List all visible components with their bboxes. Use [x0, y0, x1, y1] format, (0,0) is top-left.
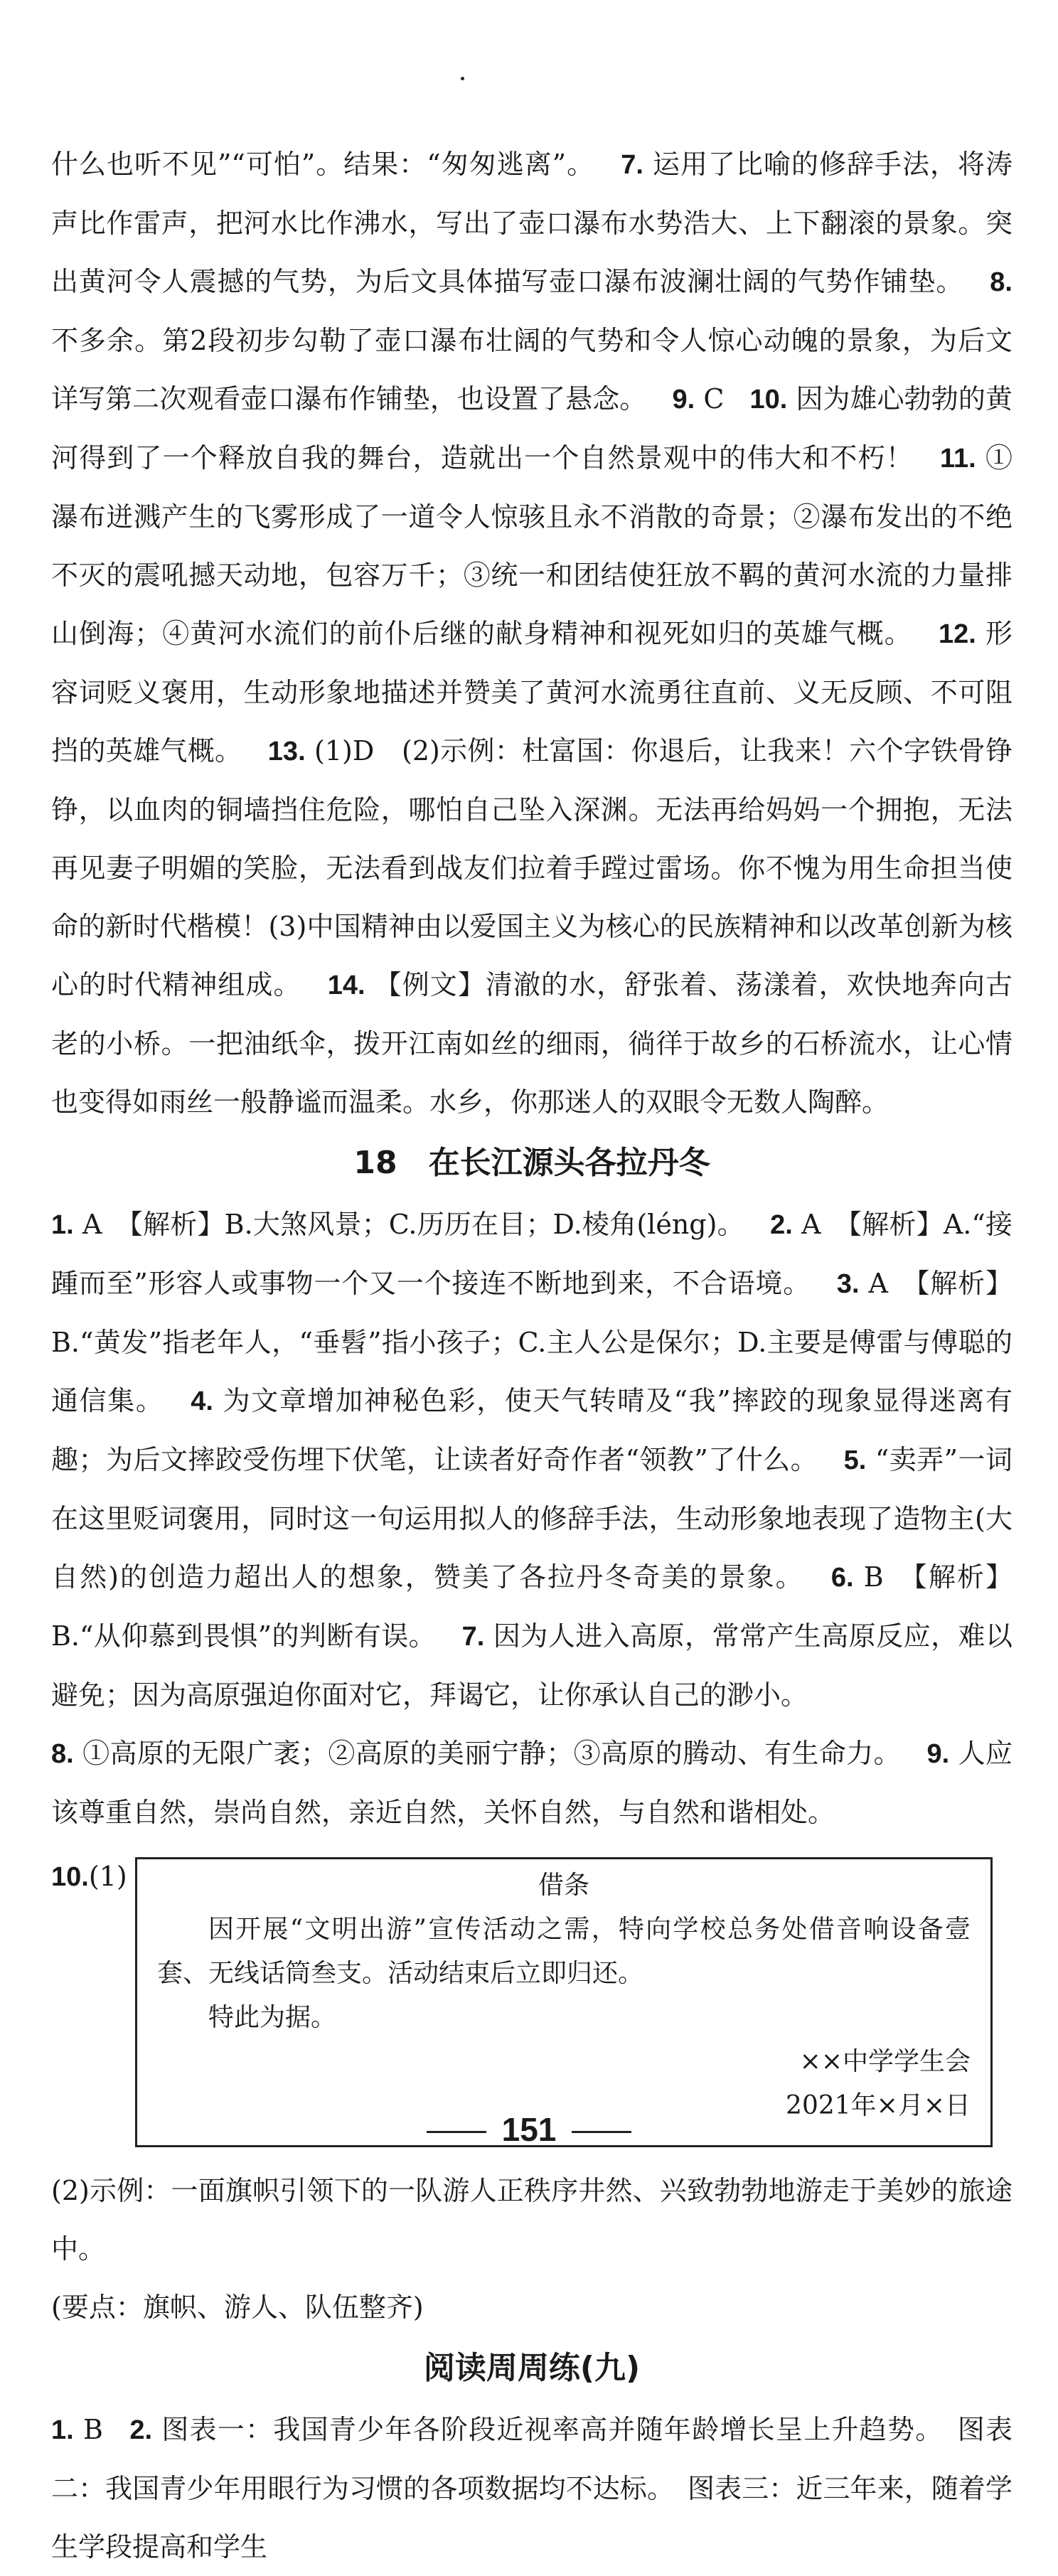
section-title-weekly: 阅读周周练(九) [423, 2350, 641, 2386]
answer-text: 因为雄心勃勃的黄河得到了一个释放自我的舞台，造就出一个自然景观中的伟大和不朽！ [51, 383, 1012, 474]
question-number: 8. [990, 267, 1012, 297]
page-number: 151 [0, 2108, 1058, 2151]
note-signer: ××中学学生会 [799, 2047, 971, 2076]
question-number: 8. [51, 1739, 74, 1769]
question-number: 7. [461, 1622, 485, 1652]
answer-text: ①高原的无限广袤；②高原的美丽宁静；③高原的腾动、有生命力。 [82, 1738, 901, 1769]
question-number: 1. [51, 1210, 74, 1240]
answer-text: B 【解析】B.“从仰慕到畏惧”的判断有误。 [51, 1561, 1012, 1652]
question-number: 9. [672, 385, 695, 415]
answer-text: C [703, 383, 725, 415]
question-number: 11. [940, 444, 976, 474]
question-number: 6. [830, 1563, 854, 1593]
answer-text: “卖弄”一词在这里贬词褒用，同时这一句运用拟人的修辞手法，生动形象地表现了造物主(大自然)的创造力超出人的想象，赞美了各拉丹冬奇美的景象。 [51, 1444, 1012, 1593]
section-title-18: 18 在长江源头各拉丹冬 [353, 1145, 710, 1181]
answer-block-section-18-b [51, 1724, 1012, 1842]
answer-text: 【例文】清澈的水，舒张着、荡漾着，欢快地奔向古老的小桥。一把油纸伞，拨开江南如丝的细雨，徜徉于故乡的石桥流水，让心情也变得如雨丝一般静谧而温柔。水乡，你那迷人的双眼令无数人陶醉。 [51, 969, 1012, 1118]
question-number: 13. [267, 737, 306, 766]
question-number: 7. [621, 150, 643, 180]
answer-text: 为文章增加神秘色彩，使天气转晴及“我”摔跤的现象显得迷离有趣；为后文摔跤受伤埋下伏笔，让读者好奇作者“领教”了什么。 [51, 1385, 1012, 1475]
question-number: 1. [51, 2415, 74, 2445]
answer-text: 不多余。第2段初步勾勒了壶口瀑布壮阔的气势和令人惊心动魄的景象，为后文详写第二次观看壶口瀑布作铺垫，也设置了悬念。 [51, 325, 1012, 415]
answer-text: A 【解析】A.“接踵而至”形容人或事物一个又一个接连不断地到来，不合语境。 [51, 1209, 1012, 1299]
question-number: 14. [327, 971, 365, 1000]
question-number: 2. [129, 2415, 153, 2445]
answer-text: ①瀑布迸溅产生的飞雾形成了一道令人惊骇且永不消散的奇景；②瀑布发出的不绝不灭的震吼撼天动地，包容万千；③统一和团结使狂放不羁的黄河水流的力量排山倒海；④黄河水流们的前仆后继的献身精神和视死如归的英雄气概。 [51, 442, 1012, 649]
note-closing: 特此为据。 [208, 2003, 337, 2032]
question-number: 9. [926, 1739, 950, 1769]
answer-text: 什么也听不见”“可怕”。结果：“匆匆逃离”。 [51, 149, 595, 180]
scan-speck [461, 77, 464, 80]
answer-text: 因为人进入高原，常常产生高原反应，难以避免；因为高原强迫你面对它，拜谒它，让你承认自己的渺小。 [51, 1620, 1012, 1711]
answer-block-weekly [51, 2400, 1012, 2576]
question-number: 12. [938, 619, 976, 649]
answer-text: 图表一：我国青少年各阶段近视率高并随年龄增长呈上升趋势。 图表二：我国青少年用眼行为习惯的各项数据均不达标。 图表三：近三年来，随着学生学段提高和学生 [51, 2414, 1012, 2562]
dash-left [427, 2131, 486, 2133]
answer-block-prev-lesson [51, 135, 1012, 1131]
answer-text: 形容词贬义褒用，生动形象地描述并赞美了黄河水流勇往直前、义无反顾、不可阻挡的英雄气概。 [51, 618, 1012, 766]
note-body: 因开展“文明出游”宣传活动之需，特向学校总务处借音响设备壹套、无线话筒叁支。活动结束后立即归还。 [157, 1915, 971, 1988]
question-10-points: (要点：旗帜、游人、队伍整齐) [51, 2292, 424, 2323]
answer-content [51, 135, 1012, 2576]
dash-right [572, 2131, 631, 2133]
question-number: 5. [843, 1445, 867, 1475]
question-10-label: 10.(1) [51, 1861, 127, 1892]
answer-text: A 【解析】B.“黄发”指老年人，“垂髫”指小孩子；C.主人公是保尔；D.主要是傅雷与傅聪的通信集。 [51, 1268, 1012, 1416]
question-number: 2. [770, 1210, 793, 1240]
answer-block-section-18 [51, 1195, 1012, 1724]
note-title: 借条 [538, 1871, 589, 1900]
question-10-part2: (2)示例：一面旗帜引领下的一队游人正秩序井然、兴致勃勃地游走于美妙的旅途中。 [51, 2175, 1012, 2265]
question-number: 4. [191, 1386, 213, 1416]
note-date: 2021年×月×日 [786, 2091, 971, 2120]
answer-text: 运用了比喻的修辞手法，将涛声比作雷声，把河水比作沸水，写出了壶口瀑布水势浩大、上下翻滚的景象。突出黄河令人震撼的气势，为后文具体描写壶口瀑布波澜壮阔的气势作铺垫。 [51, 149, 1012, 297]
question-number: 10. [749, 385, 788, 415]
answer-text: B [83, 2414, 103, 2445]
answer-text: A 【解析】B.大煞风景；C.历历在目；D.棱角(léng)。 [82, 1209, 744, 1240]
answer-text: 人应该尊重自然，崇尚自然，亲近自然，关怀自然，与自然和谐相处。 [51, 1738, 1012, 1828]
iou-note-box [135, 1857, 993, 2147]
answer-text: (1)D (2)示例：杜富国：你退后，让我来！六个字铁骨铮铮，以血肉的铜墙挡住危险，哪怕自己坠入深渊。无法再给妈妈一个拥抱，无法再见妻子明媚的笑脸，无法看到战友们拉着手蹚过雷场。你不愧为用生命担当使命的新时代楷模！(3)中国精神由以爱国主义为核心的民族精神和以改革创新为核心的时代精神组成。 [51, 735, 1012, 1000]
question-number: 3. [836, 1269, 860, 1299]
